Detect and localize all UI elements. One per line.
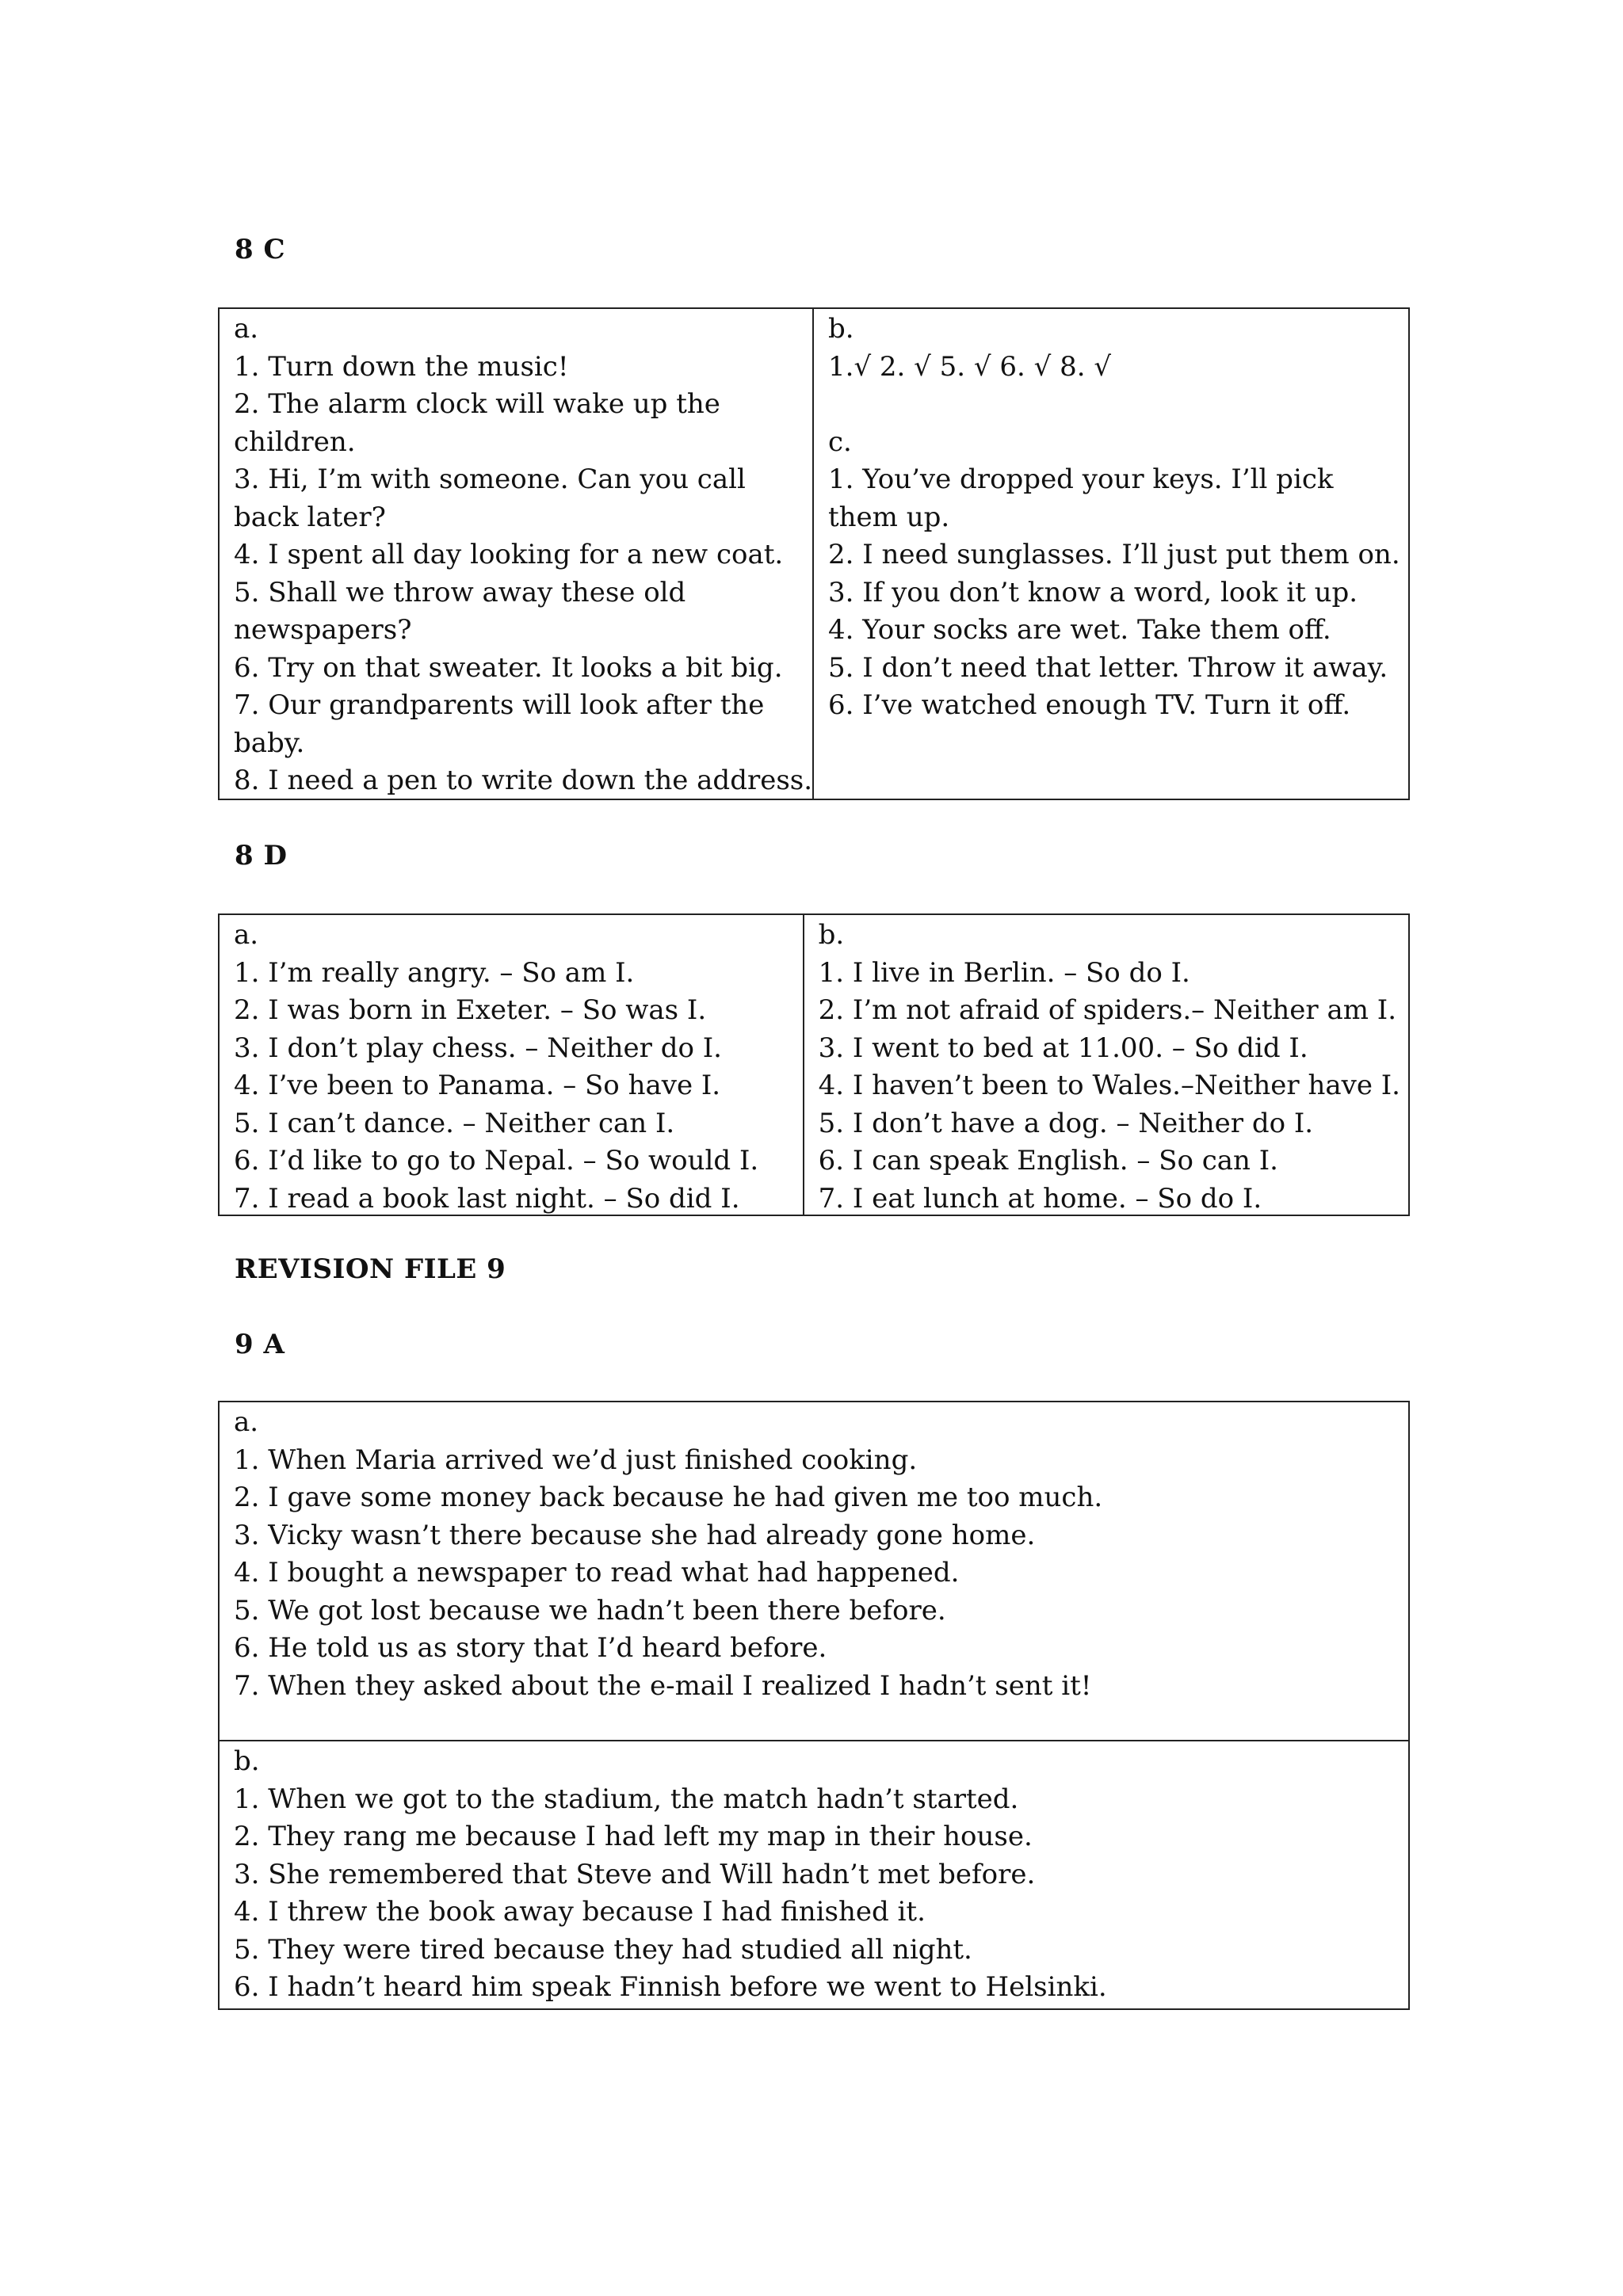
list-item: 6. Try on that sweater. It looks a bit big. bbox=[234, 651, 783, 684]
label-b: b. bbox=[828, 313, 854, 345]
check-list: 1.√ 2. √ 5. √ 6. √ 8. √ bbox=[828, 350, 1111, 383]
label-a: a. bbox=[234, 919, 259, 951]
label-a: a. bbox=[234, 1406, 259, 1438]
label-a: a. bbox=[234, 313, 259, 345]
list-item: 2. I need sunglasses. I’ll just put them on. bbox=[828, 539, 1400, 570]
answer-box-8c bbox=[218, 307, 1410, 800]
part-a-9a bbox=[220, 1402, 1408, 1741]
list-item: 3. Vicky wasn’t there because she had already gone home. bbox=[234, 1519, 1036, 1551]
label-b: b. bbox=[818, 919, 845, 951]
list-item: 5. I don’t need that letter. Throw it away. bbox=[828, 651, 1388, 684]
list-item: 1. I live in Berlin. – So do I. bbox=[818, 956, 1190, 989]
section-title-8c: 8 C bbox=[235, 234, 286, 265]
list-item: 2. They rang me because I had left my map in their house. bbox=[234, 1821, 1033, 1852]
label-c: c. bbox=[828, 425, 852, 458]
list-item: 8. I need a pen to write down the address. bbox=[234, 765, 813, 796]
column-b-8d bbox=[804, 915, 1408, 1215]
section-title-8d: 8 D bbox=[235, 840, 288, 871]
list-item: 4. I’ve been to Panama. – So have I. bbox=[234, 1070, 721, 1101]
list-item: 4. I threw the book away because I had finished it. bbox=[234, 1896, 926, 1928]
list-item: 2. The alarm clock will wake up the children. bbox=[234, 388, 720, 458]
list-item: 2. I’m not afraid of spiders.– Neither am I. bbox=[818, 994, 1397, 1026]
list-item: 6. I can speak English. – So can I. bbox=[818, 1145, 1278, 1177]
list-item: 3. Hi, I’m with someone. Can you call back later? bbox=[234, 463, 746, 533]
list-item: 3. She remembered that Steve and Will hadn’t met before. bbox=[234, 1858, 1036, 1890]
list-item: 1. I’m really angry. – So am I. bbox=[234, 956, 635, 989]
list-item: 2. I gave some money back because he had given me too much. bbox=[234, 1482, 1103, 1513]
list-item: 7. Our grandparents will look after the baby. bbox=[234, 689, 765, 759]
spacer bbox=[828, 386, 1400, 424]
section-title-9a: 9 A bbox=[235, 1329, 285, 1360]
list-item: 3. If you don’t know a word, look it up. bbox=[828, 576, 1358, 608]
list-item: 1. When Maria arrived we’d just finished cooking. bbox=[234, 1444, 918, 1476]
revision-file-title: REVISION FILE 9 bbox=[235, 1253, 506, 1285]
list-item: 6. I’ve watched enough TV. Turn it off. bbox=[828, 689, 1351, 721]
list-item: 5. I don’t have a dog. – Neither do I. bbox=[818, 1107, 1314, 1139]
list-item: 5. I can’t dance. – Neither can I. bbox=[234, 1107, 675, 1139]
answer-box-9a bbox=[218, 1401, 1410, 2010]
list-item: 6. I’d like to go to Nepal. – So would I. bbox=[234, 1145, 759, 1177]
list-item: 4. I bought a newspaper to read what had happened. bbox=[234, 1557, 960, 1589]
part-b-9a bbox=[220, 1741, 1408, 2007]
list-item: 4. I spent all day looking for a new coat. bbox=[234, 539, 784, 570]
list-item: 3. I don’t play chess. – Neither do I. bbox=[234, 1032, 722, 1064]
list-item: 5. Shall we throw away these old newspapers? bbox=[234, 576, 686, 646]
list-item: 4. I haven’t been to Wales.–Neither have I. bbox=[818, 1070, 1400, 1101]
list-item: 5. They were tired because they had studied all night. bbox=[234, 1933, 972, 1966]
list-item: 3. I went to bed at 11.00. – So did I. bbox=[818, 1032, 1308, 1064]
answer-box-8d bbox=[218, 913, 1410, 1216]
list-item: 1. Turn down the music! bbox=[234, 350, 569, 383]
list-item: 7. I read a book last night. – So did I. bbox=[234, 1182, 740, 1215]
column-a-8c bbox=[220, 309, 814, 799]
list-item: 6. I hadn’t heard him speak Finnish before we went to Helsinki. bbox=[234, 1971, 1107, 2003]
list-item: 2. I was born in Exeter. – So was I. bbox=[234, 994, 707, 1026]
label-b: b. bbox=[234, 1745, 260, 1777]
column-bc-8c bbox=[814, 309, 1408, 799]
list-item: 7. I eat lunch at home. – So do I. bbox=[818, 1182, 1262, 1215]
list-item: 5. We got lost because we hadn’t been there before. bbox=[234, 1594, 946, 1627]
list-item: 4. Your socks are wet. Take them off. bbox=[828, 614, 1331, 646]
list-item: 7. When they asked about the e-mail I realized I hadn’t sent it! bbox=[234, 1669, 1092, 1702]
list-item: 1. You’ve dropped your keys. I’ll pick them up. bbox=[828, 463, 1334, 533]
list-item: 1. When we got to the stadium, the match hadn’t started. bbox=[234, 1783, 1019, 1815]
list-item: 6. He told us as story that I’d heard before. bbox=[234, 1632, 827, 1664]
column-a-8d bbox=[220, 915, 804, 1215]
